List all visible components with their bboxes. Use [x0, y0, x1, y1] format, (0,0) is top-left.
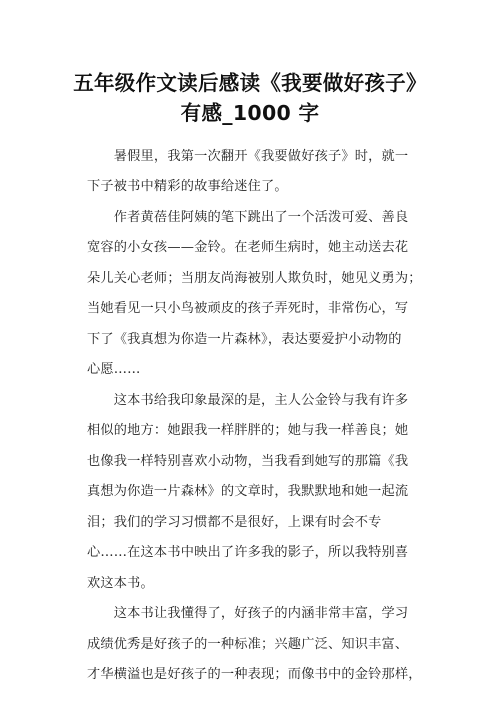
body-line: 这本书给我印象最深的是，主人公金铃与我有许多 [87, 393, 409, 408]
body-line: 真想为你造一片森林》的文章时，我默默地和她一起流 [87, 484, 409, 499]
body-line: 这本书让我懂得了，好孩子的内涵非常丰富，学习 [87, 606, 409, 621]
body-line: 暑假里，我第一次翻开《我要做好孩子》时，就一 [87, 149, 409, 164]
body-line: 下了《我真想为你造一片森林》，表达要爱护小动物的 [87, 332, 402, 347]
document-title-line-1: 五年级作文读后感读《我要做好孩子》 [73, 71, 427, 95]
document-title-line-2: 有感_1000 字 [180, 101, 320, 125]
body-line: 下子被书中精彩的故事给迷住了。 [87, 179, 288, 194]
body-line: 才华横溢也是好孩子的一种表现；而像书中的金铃那样， [87, 667, 422, 682]
body-line: 成绩优秀是好孩子的一种标准；兴趣广泛、知识丰富、 [87, 637, 409, 652]
body-line: 心愿…… [87, 362, 141, 377]
body-line: 心……在这本书中映出了许多我的影子，所以我特别喜 [87, 545, 409, 560]
body-line: 泪；我们的学习习惯都不是很好，上课有时会不专 [87, 515, 382, 530]
body-line: 作者黄蓓佳阿姨的笔下跳出了一个活泼可爱、善良 [87, 210, 409, 225]
body-line: 当她看见一只小鸟被顽皮的孩子弄死时，非常伤心，写 [87, 301, 409, 316]
body-line: 也像我一样特别喜欢小动物，当我看到她写的那篇《我 [87, 454, 409, 469]
body-line: 朵儿关心老师；当朋友尚海被别人欺负时，她见义勇为； [87, 271, 422, 286]
body-line: 宽容的小女孩——金铃。在老师生病时，她主动送去花 [87, 240, 409, 255]
body-line: 欢这本书。 [87, 576, 154, 591]
body-line: 相似的地方：她跟我一样胖胖的；她与我一样善良；她 [87, 423, 409, 438]
